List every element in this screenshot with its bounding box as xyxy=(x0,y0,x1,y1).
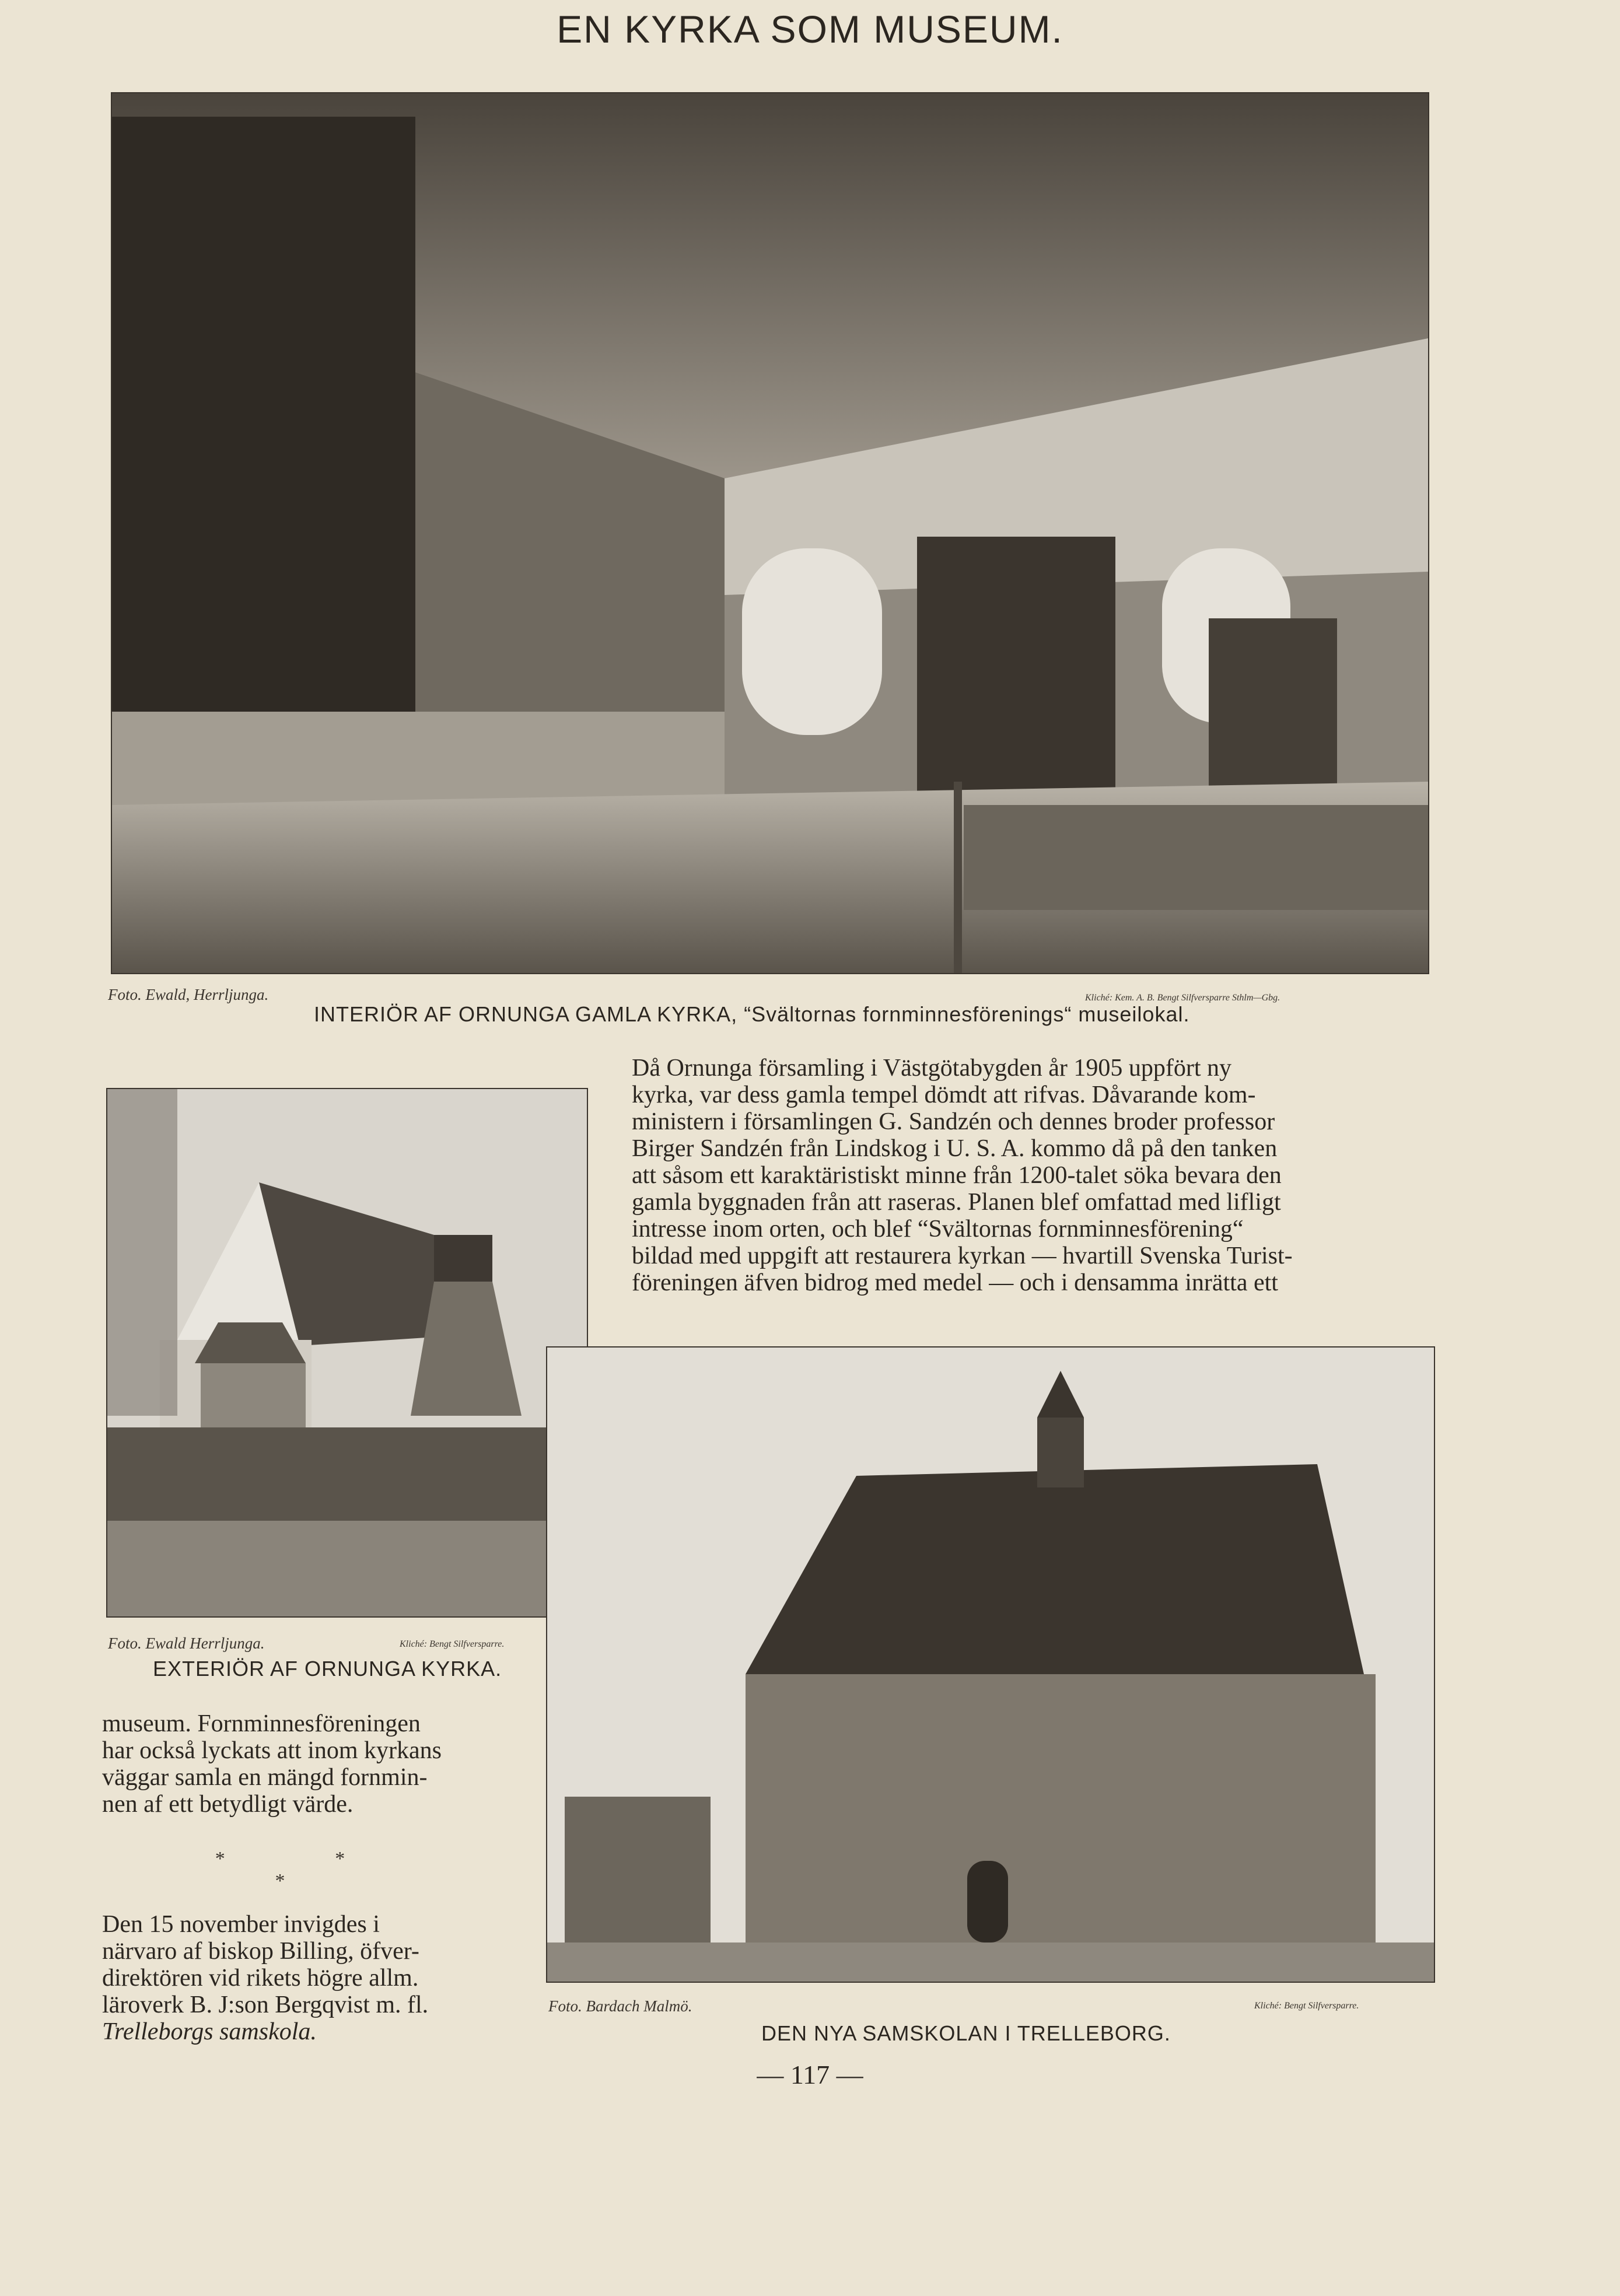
article-line: Då Ornunga församling i Västgötabygden år 1905 uppfört ny xyxy=(632,1055,1232,1082)
exterior-photo-credit: Foto. Ewald Herrljunga. xyxy=(108,1634,265,1652)
article-line: väggar samla en mängd fornmin- xyxy=(102,1764,428,1791)
article-paragraph-2 xyxy=(102,1911,505,2045)
exterior-caption: EXTERIÖR AF ORNUNGA KYRKA. xyxy=(153,1657,502,1681)
article-line: att såsom ett karaktäristiskt minne från 1200-talet söka bevara den xyxy=(632,1162,1282,1189)
school-caption: DEN NYA SAMSKOLAN I TRELLEBORG. xyxy=(761,2021,1171,2045)
interior-photo-credit: Foto. Ewald, Herrljunga. xyxy=(108,986,269,1003)
page-number: — 117 — xyxy=(757,2060,863,2090)
exterior-photo xyxy=(106,1088,588,1618)
article-line: närvaro af biskop Billing, öfver- xyxy=(102,1938,419,1965)
section-separator: * * * xyxy=(215,1848,398,1892)
article-paragraph-1 xyxy=(632,1055,1431,1296)
article-line: har också lyckats att inom kyrkans xyxy=(102,1737,442,1764)
school-photo-credit: Foto. Bardach Malmö. xyxy=(548,1997,692,2015)
interior-cliche-credit: Kliché: Kem. A. B. Bengt Silfversparre Sthlm—Gbg. xyxy=(1085,993,1280,1003)
exterior-cliche-credit: Kliché: Bengt Silfversparre. xyxy=(400,1639,505,1649)
page-header: EN KYRKA SOM MUSEUM. xyxy=(557,8,1063,51)
article-line: nen af ett betydligt värde. xyxy=(102,1791,354,1818)
article-line: kyrka, var dess gamla tempel dömdt att rifvas. Dåvarande kom- xyxy=(632,1082,1256,1108)
article-line: museum. Fornminnesföreningen xyxy=(102,1710,421,1737)
article-line: bildad med uppgift att restaurera kyrkan — hvartill Svenska Turist- xyxy=(632,1242,1293,1269)
article-line: ministern i församlingen G. Sandzén och dennes broder professor xyxy=(632,1108,1275,1135)
school-cliche-credit: Kliché: Bengt Silfversparre. xyxy=(1254,2001,1359,2011)
article-line: läroverk B. J:son Bergqvist m. fl. xyxy=(102,1992,429,2018)
article-line: intresse inom orten, och blef “Svältornas fornminnesförening“ xyxy=(632,1216,1244,1242)
article-line: direktören vid rikets högre allm. xyxy=(102,1965,419,1992)
article-line: föreningen äfven bidrog med medel — och i densamma inrätta ett xyxy=(632,1269,1278,1296)
article-line: gamla byggnaden från att raseras. Planen blef omfattad med lifligt xyxy=(632,1189,1281,1216)
article-line: Birger Sandzén från Lindskog i U. S. A. kommo då på den tanken xyxy=(632,1135,1278,1162)
article-paragraph-1-continued xyxy=(102,1710,505,1818)
interior-photo xyxy=(111,92,1429,974)
interior-caption: INTERIÖR AF ORNUNGA GAMLA KYRKA, “Svältornas fornminnesförenings“ museilokal. xyxy=(314,1002,1190,1026)
school-photo xyxy=(546,1346,1435,1983)
article-line: Den 15 november invigdes i xyxy=(102,1911,380,1938)
article-line: Trelleborgs samskola. xyxy=(102,2018,317,2045)
